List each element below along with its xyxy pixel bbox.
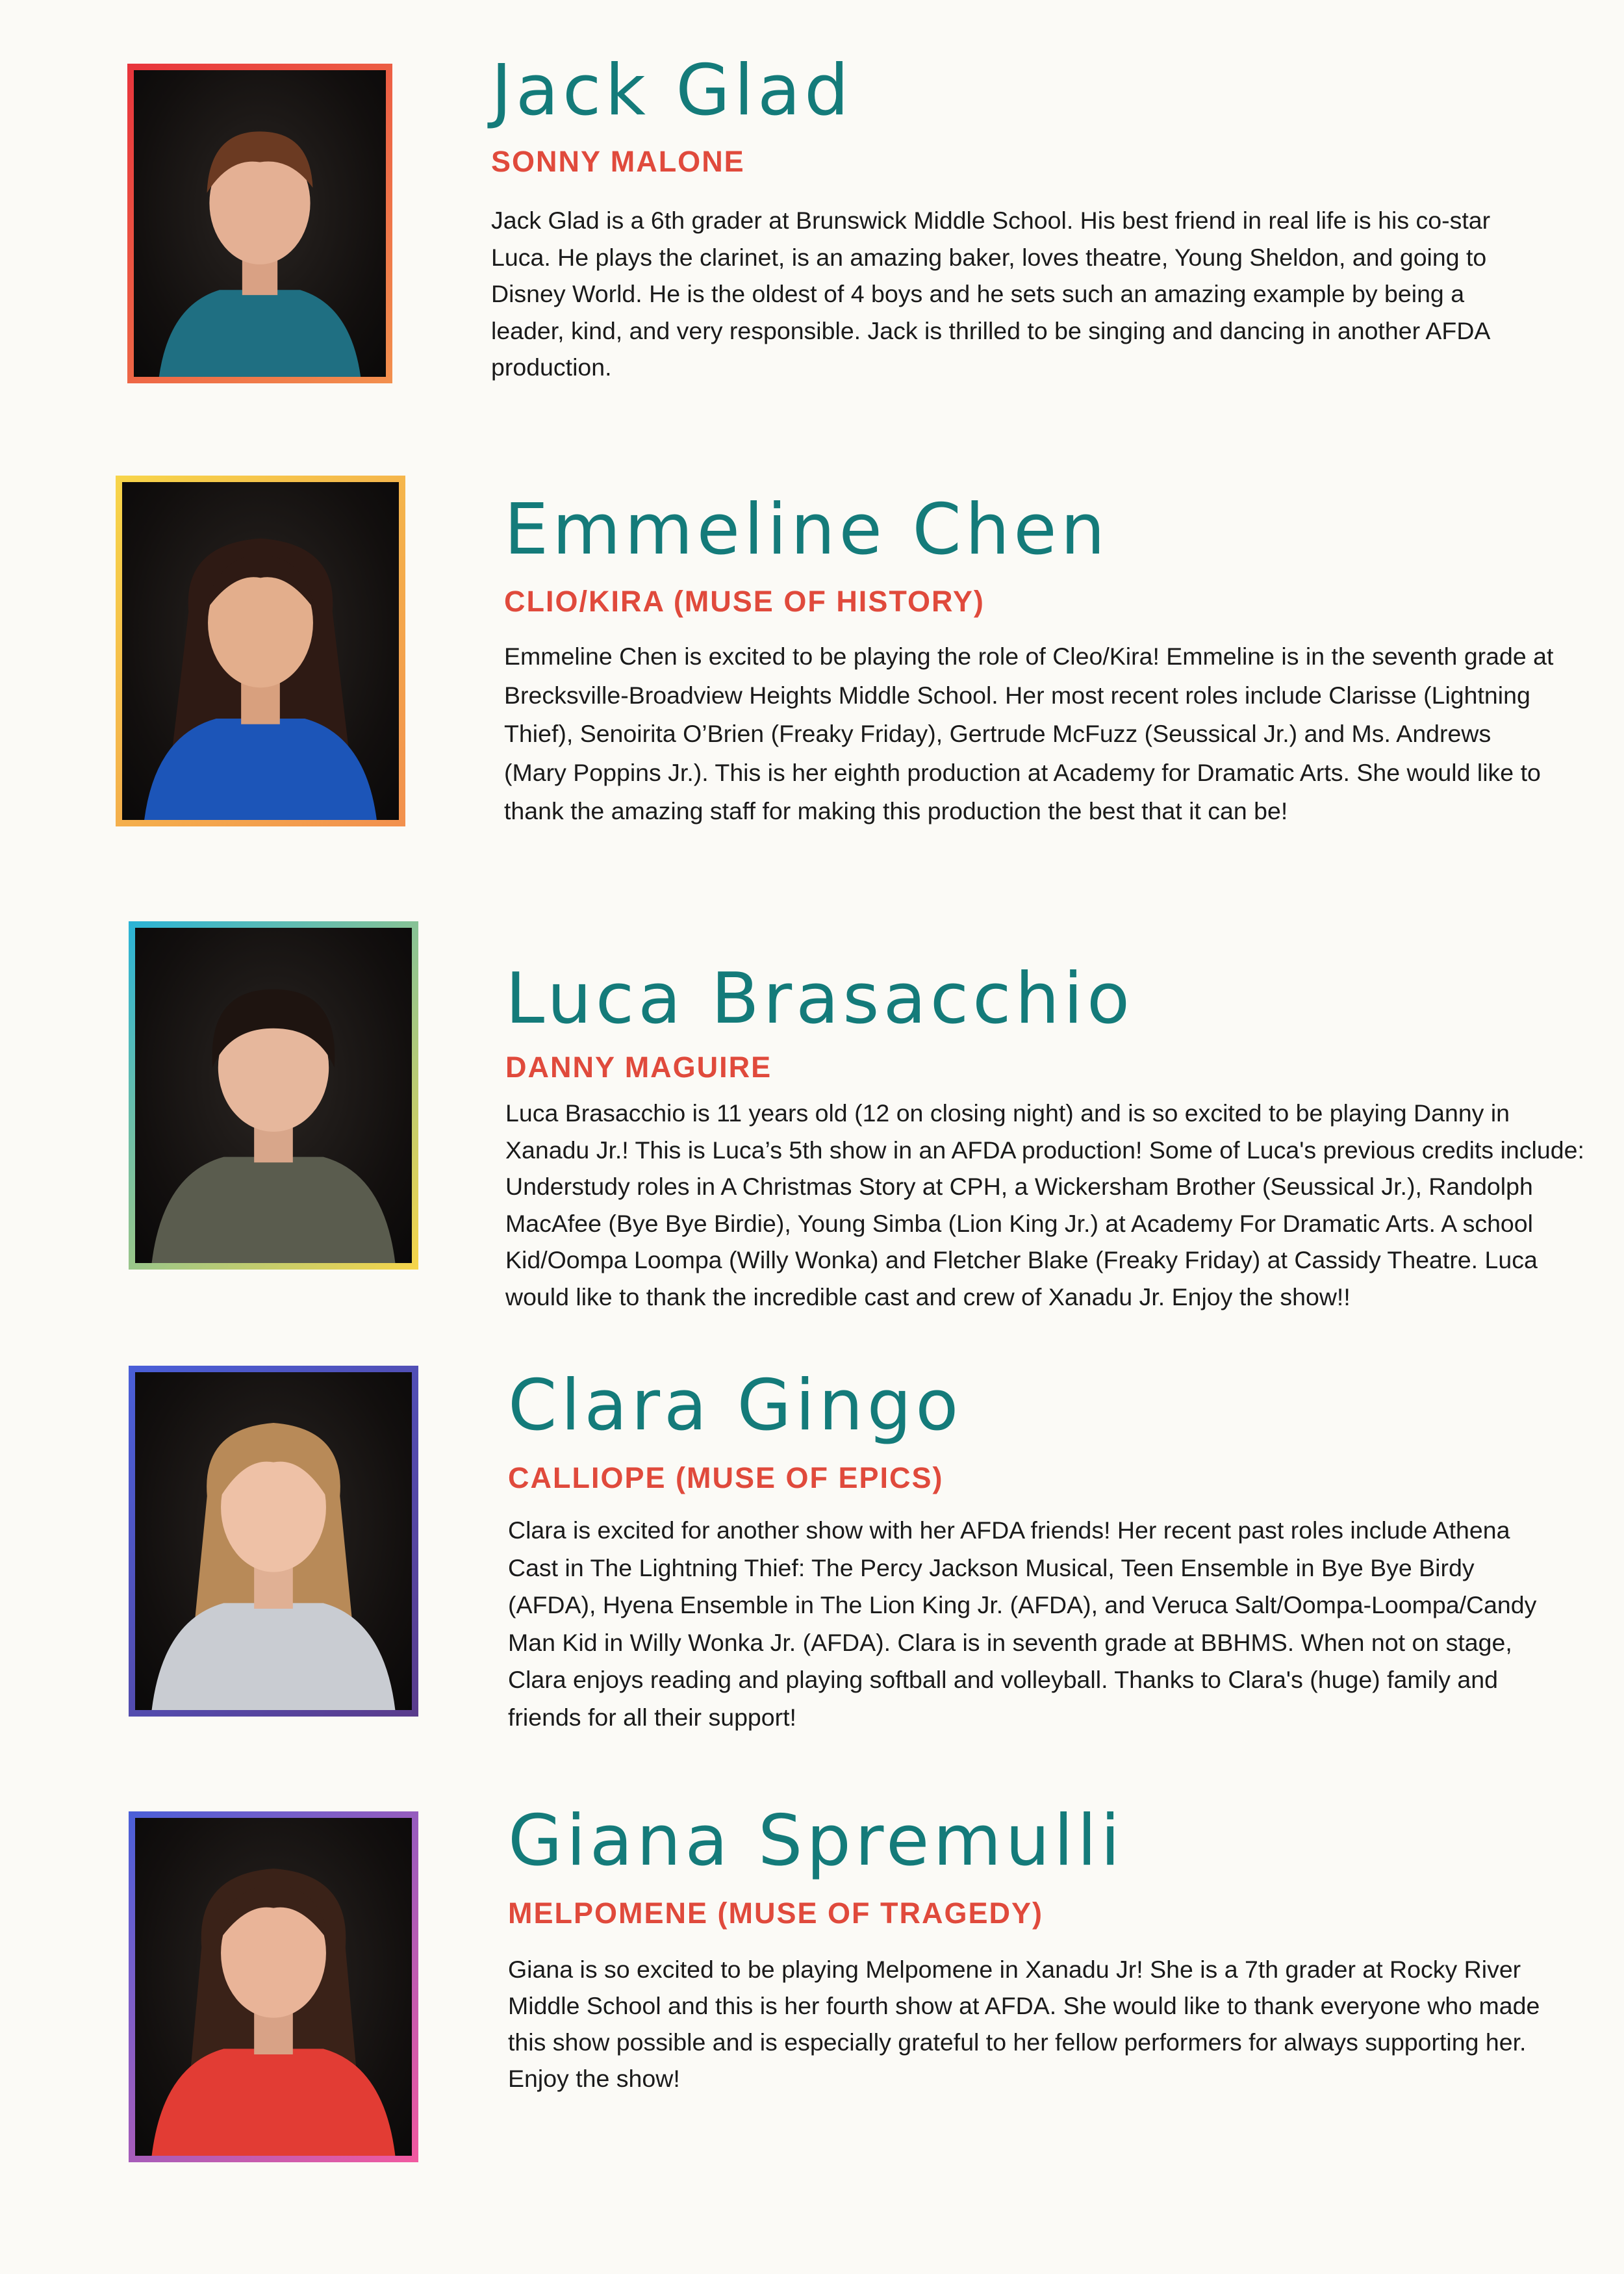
actor-name: Emmeline Chen xyxy=(504,489,1110,570)
headshot-photo xyxy=(122,482,399,820)
photo-frame xyxy=(129,1811,418,2162)
role-title: CALLIOPE (MUSE OF EPICS) xyxy=(508,1461,944,1494)
role-title: DANNY MAGUIRE xyxy=(505,1051,772,1084)
bio-text: Emmeline Chen is excited to be playing the role of Cleo/Kira! Emmeline is in the seventh grade at Brecksville-Broadview Heights Middle School. Her most recent roles include Clarisse (Lightning Thief), Senoirita O’Brien (Freaky Friday), Gertrude McFuzz (Seussical Jr.) and Ms. Andrews (Mary Poppins Jr.). This is her eighth production at Academy for Dramatic Arts. She would like to thank the amazing staff for making this production the best that it can be! xyxy=(504,643,1554,824)
actor-name: Luca Brasacchio xyxy=(505,958,1134,1040)
bio-text: Clara is excited for another show with her AFDA friends! Her recent past roles include Athena Cast in The Lightning Thief: The Percy Jackson Musical, Teen Ensemble in Bye Bye Birdy (AFDA), Hyena Ensemble in The Lion King Jr. (AFDA), and Veruca Salt/Oompa-Loompa/Candy Man Kid in Willy Wonka Jr. (AFDA). Clara is in seventh grade at BBHMS. When not on stage, Clara enjoys reading and playing softball and volleyball. Thanks to Clara's (huge) family and friends for all their support! xyxy=(508,1516,1537,1731)
role-title: MELPOMENE (MUSE OF TRAGEDY) xyxy=(508,1897,1044,1930)
headshot-photo xyxy=(134,70,386,377)
headshot-photo xyxy=(135,928,412,1263)
bio-text: Luca Brasacchio is 11 years old (12 on closing night) and is so excited to be playing Danny in Xanadu Jr.! This is Luca’s 5th show in an AFDA production! Some of Luca's previous credits include: Understudy roles in A Christmas Story at CPH, a Wickersham Brother (Seussical Jr.), Randolph MacAfee (Bye Bye Birdie), Young Simba (Lion King Jr.) at Academy For Dramatic Arts. A school Kid/Oompa Loompa (Willy Wonka) and Fletcher Blake (Freaky Friday) at Cassidy Theatre. Luca would like to thank the incredible cast and crew of Xanadu Jr. Enjoy the show!! xyxy=(505,1099,1584,1310)
actor-name: Jack Glad xyxy=(491,50,853,131)
bio-text: Giana is so excited to be playing Melpomene in Xanadu Jr! She is a 7th grader at Rocky River Middle School and this is her fourth show at AFDA. She would like to thank everyone who made this show possible and is especially grateful to her fellow performers for always supporting her. Enjoy the show! xyxy=(508,1956,1540,2092)
headshot-photo xyxy=(135,1372,412,1710)
role-title: CLIO/KIRA (MUSE OF HISTORY) xyxy=(504,585,985,618)
bio-text: Jack Glad is a 6th grader at Brunswick Middle School. His best friend in real life is his co-star Luca. He plays the clarinet, is an amazing baker, loves theatre, Young Sheldon, and going to Disney World. He is the oldest of 4 boys and he sets such an amazing example by being a leader, kind, and very responsible. Jack is thrilled to be singing and dancing in another AFDA production. xyxy=(491,207,1491,381)
role-title: SONNY MALONE xyxy=(491,145,745,178)
headshot-photo xyxy=(135,1818,412,2156)
photo-frame xyxy=(127,64,392,383)
photo-frame xyxy=(116,476,405,826)
photo-frame xyxy=(129,921,418,1270)
photo-frame xyxy=(129,1366,418,1717)
actor-name: Clara Gingo xyxy=(508,1365,963,1446)
actor-name: Giana Spremulli xyxy=(508,1800,1124,1882)
